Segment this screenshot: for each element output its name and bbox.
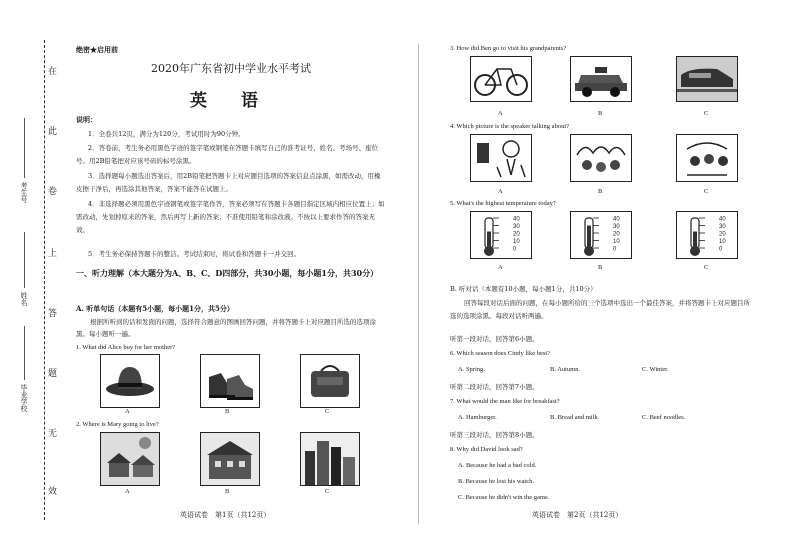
section-heading: 一、听力理解（本大题分为A、B、C、D四部分，共30小题，每小题1分，共30分）: [76, 268, 379, 278]
page-divider: [418, 44, 419, 524]
option-letter: A: [498, 110, 503, 117]
scale-label: 30: [513, 224, 520, 230]
part-heading: A. 听单句话（本题有5小题，每小题1分，共5分）: [76, 304, 234, 313]
option-letter: A: [125, 408, 130, 415]
note-item: 3．选择题每小题选出答案后，用2B铅笔把答题卡上对应题目选项的答案信息点涂黑，如需改动，用橡皮擦干净后，再选涂其他答案，答案不能答在试题上。: [76, 172, 381, 193]
scale-label: 20: [513, 231, 520, 238]
choice: C. Beef noodles.: [642, 414, 686, 421]
thermometer-graphic: [677, 212, 737, 258]
page-footer: 英语试卷 第2页（共12页）: [532, 511, 623, 519]
option-letter: B: [598, 110, 603, 117]
scale-label: 40: [719, 216, 726, 223]
page-footer: 英语试卷 第1页（共12页）: [180, 511, 271, 519]
bag-picture: [300, 354, 360, 408]
option-letter: C: [704, 188, 709, 195]
scale-label: 10: [719, 239, 726, 245]
exam-title: 2020年广东省初中学业水平考试: [151, 62, 311, 75]
question: 4. Which picture is the speaker talking about?: [450, 123, 570, 130]
scale-label: 0: [719, 246, 723, 253]
subject-title: 英 语: [190, 91, 272, 111]
option-letter: C: [325, 408, 330, 415]
thermometer-bulb: [690, 246, 700, 256]
option-letter: B: [598, 188, 603, 195]
question: 3. How did Ben go to visit his grandparents?: [450, 45, 567, 52]
dialogue-prompt: 听第一段对话，回答第6小题。: [450, 335, 539, 343]
question: 6. Which season does Cindy like best?: [450, 350, 551, 357]
school-line: [24, 326, 25, 380]
option-letter: B: [225, 488, 230, 495]
dialogue-prompt: 听第三段对话，回答第8小题。: [450, 431, 539, 439]
school-field: 毕业学校: [20, 384, 28, 412]
thermometer-c: [676, 211, 738, 259]
choice: B. Autumn.: [550, 366, 581, 373]
option-letter: A: [498, 264, 503, 271]
binding-margin: [0, 0, 70, 560]
seal-char: 题: [48, 369, 58, 379]
notes-heading: 说明：: [76, 115, 97, 124]
seal-char: 在: [48, 67, 58, 77]
note-item: 2．答卷前，考生务必用黑色字迹的签字笔或钢笔在答题卡填写自己的准考证号、姓名、考场号、座位号。用2B铅笔把对应该号码的标号涂黑。: [76, 144, 379, 165]
shoes-picture: [200, 354, 260, 408]
scene-c-picture: [676, 134, 738, 182]
seal-char: 答: [48, 309, 58, 319]
note-item: 1．全卷共12页，满分为120分，考试用时为90分钟。: [88, 130, 245, 138]
scale-label: 40: [513, 216, 520, 223]
scale-label: 10: [513, 239, 520, 245]
village-picture: [100, 432, 160, 486]
train-picture: [676, 56, 738, 102]
question: 7. What would the man like for breakfast?: [450, 398, 560, 405]
mercury-fill: [487, 232, 491, 249]
instruction: 根据所听到的话和发面的问题，选择符合题意的图画回答问题，并将答题卡上对应题目所选的选项涂黑。每小题听一遍。: [76, 318, 376, 338]
mercury-fill: [587, 226, 591, 249]
scene-b-picture: [570, 134, 632, 182]
thermometer-graphic: [571, 212, 631, 258]
scale-label: 10: [613, 239, 620, 245]
scale-label: 30: [613, 224, 620, 230]
option-letter: B: [598, 264, 603, 271]
scale-label: 30: [719, 224, 726, 230]
seal-char: 此: [48, 127, 58, 137]
scale-label: 20: [719, 231, 726, 238]
mercury-fill: [693, 232, 697, 249]
seal-dashed-line: [44, 40, 45, 520]
scale-label: 0: [613, 246, 617, 253]
choice: B. Because he lost his watch.: [458, 478, 534, 485]
option-letter: A: [498, 188, 503, 195]
scale-label: 40: [613, 216, 620, 223]
seal-char: 效: [48, 487, 58, 497]
candidate-number-line: [24, 118, 25, 178]
city-picture: [300, 432, 360, 486]
page-1: [72, 0, 390, 560]
choice: A. Spring.: [458, 366, 485, 373]
hat-picture: [100, 354, 160, 408]
seal-char: 上: [48, 249, 58, 259]
dialogue-prompt: 听第二段对话，回答第7小题。: [450, 383, 539, 391]
question: 2. Where is Mary going to live?: [76, 421, 159, 428]
option-letter: A: [125, 488, 130, 495]
option-letter: B: [225, 408, 230, 415]
seal-char: 卷: [48, 187, 58, 197]
name-field: 姓名: [20, 292, 28, 306]
question: 8. Why did David look sad?: [450, 446, 523, 453]
choice: B. Bread and milk.: [550, 414, 600, 421]
choice: C. Because he didn't win the game.: [458, 494, 550, 501]
thermometer-a: [470, 211, 532, 259]
thermometer-b: [570, 211, 632, 259]
name-line: [24, 232, 25, 288]
note-item: 5．考生务必保持答题卡的整洁。考试结束时，将试卷和答题卡一并交回。: [88, 250, 301, 258]
option-letter: C: [325, 488, 330, 495]
seal-char: 无: [48, 429, 58, 439]
option-letter: C: [704, 110, 709, 117]
thermometer-bulb: [484, 246, 494, 256]
bicycle-picture: [470, 56, 532, 102]
note-item: 4．非选择题必须用黑色字迹钢笔或签字笔作答，答案必须写在答题卡各题目指定区域内相应位置上；如需改动，先划掉原来的答案，然后再写上新的答案；不准使用铅笔和涂改液。不按以上要求作答的答案无效。: [76, 200, 385, 234]
taxi-picture: [570, 56, 632, 102]
page-2: [446, 0, 756, 560]
question: 5. What's the highest temperature today?: [450, 200, 556, 207]
scene-a-picture: [470, 134, 532, 182]
candidate-number-field: 考生号: [20, 182, 28, 203]
choice: C. Winter.: [642, 366, 669, 373]
house-picture: [200, 432, 260, 486]
thermometer-bulb: [584, 246, 594, 256]
instruction: 回答每段对话后面的问题，在每小题所给的三个选项中选出一个最佳答案，并将答题卡上对应题目所选的选项涂黑。每段对话听两遍。: [450, 299, 750, 320]
thermometer-graphic: [471, 212, 531, 258]
part-heading: B. 听对话（本题有10小题，每小题1分，共10分）: [450, 285, 597, 293]
scale-label: 20: [613, 231, 620, 238]
choice: A. Because he had a bad cold.: [458, 462, 537, 469]
choice: A. Hamburger.: [458, 414, 497, 421]
scale-label: 0: [513, 246, 517, 253]
secret-label: 绝密★启用前: [76, 45, 118, 54]
option-letter: C: [704, 264, 709, 271]
question: 1. What did Alice buy for her mother?: [76, 344, 176, 351]
